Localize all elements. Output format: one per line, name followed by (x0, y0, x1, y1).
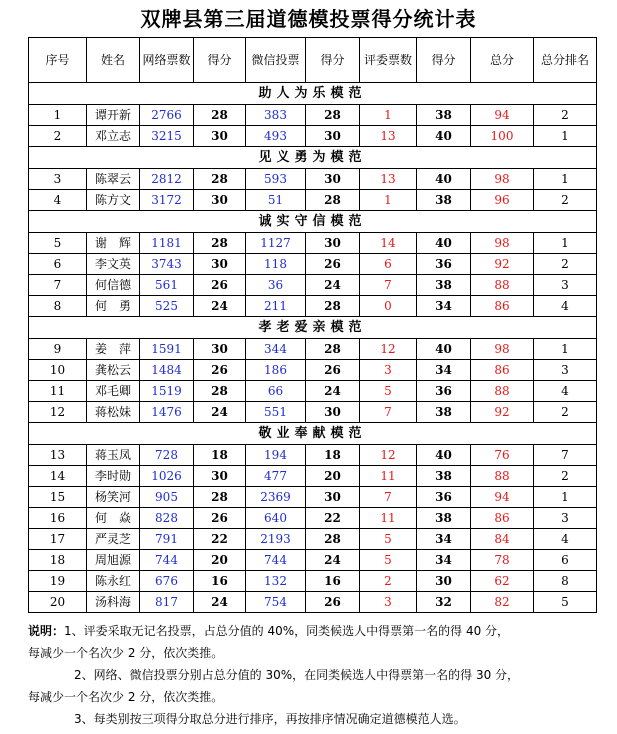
total-score: 92 (471, 254, 534, 275)
network-score: 24 (194, 296, 246, 317)
total-score: 92 (471, 402, 534, 423)
total-rank: 2 (534, 402, 597, 423)
table-row (29, 233, 597, 254)
column-header: 总分排名 (534, 38, 597, 83)
judge-votes: 3 (360, 360, 417, 381)
candidate-name: 陈翠云 (87, 169, 140, 190)
network-score: 22 (194, 529, 246, 550)
table-row (29, 529, 597, 550)
network-score: 28 (194, 169, 246, 190)
network-votes: 2812 (140, 169, 194, 190)
table-row (29, 550, 597, 571)
category-title: 见义勇为模范 (29, 147, 597, 169)
table-row (29, 339, 597, 360)
row-number: 8 (29, 296, 87, 317)
table-row (29, 169, 597, 190)
total-score: 88 (471, 275, 534, 296)
network-votes: 905 (140, 487, 194, 508)
network-votes: 1181 (140, 233, 194, 254)
total-score: 88 (471, 466, 534, 487)
column-header: 姓名 (87, 38, 140, 83)
judge-score: 34 (417, 550, 471, 571)
total-rank: 4 (534, 296, 597, 317)
column-header: 得分 (306, 38, 360, 83)
network-score: 30 (194, 126, 246, 147)
column-header: 评委票数 (360, 38, 417, 83)
candidate-name: 陈方文 (87, 190, 140, 211)
network-score: 24 (194, 592, 246, 613)
category-row (29, 211, 597, 233)
total-score: 100 (471, 126, 534, 147)
judge-votes: 1 (360, 190, 417, 211)
judge-score: 34 (417, 360, 471, 381)
wechat-votes: 36 (246, 275, 306, 296)
wechat-votes: 194 (246, 445, 306, 466)
wechat-votes: 211 (246, 296, 306, 317)
row-number: 11 (29, 381, 87, 402)
candidate-name: 何 焱 (87, 508, 140, 529)
judge-score: 34 (417, 296, 471, 317)
table-row (29, 487, 597, 508)
network-votes: 2766 (140, 105, 194, 126)
total-score: 84 (471, 529, 534, 550)
wechat-votes: 744 (246, 550, 306, 571)
total-rank: 2 (534, 466, 597, 487)
candidate-name: 杨笑河 (87, 487, 140, 508)
page-title: 双牌县第三届道德模投票得分统计表 (140, 7, 477, 31)
wechat-score: 28 (306, 339, 360, 360)
notes (28, 620, 603, 730)
table-row (29, 126, 597, 147)
total-score: 62 (471, 571, 534, 592)
column-header: 得分 (417, 38, 471, 83)
candidate-name: 何信德 (87, 275, 140, 296)
wechat-votes: 2369 (246, 487, 306, 508)
judge-votes: 1 (360, 105, 417, 126)
table-row (29, 445, 597, 466)
total-rank: 1 (534, 233, 597, 254)
network-score: 26 (194, 508, 246, 529)
notes-lead: 说明： (28, 624, 65, 638)
network-votes: 828 (140, 508, 194, 529)
wechat-votes: 132 (246, 571, 306, 592)
candidate-name: 蒋玉凤 (87, 445, 140, 466)
total-rank: 1 (534, 169, 597, 190)
wechat-score: 26 (306, 254, 360, 275)
table-row (29, 296, 597, 317)
judge-votes: 2 (360, 571, 417, 592)
wechat-score: 30 (306, 487, 360, 508)
note-2-line-1: 2、网络、微信投票分别占总分值的 30%，在同类候选人中得票第一名的得 30 分， (74, 668, 520, 682)
candidate-name: 姜 萍 (87, 339, 140, 360)
table-row (29, 592, 597, 613)
wechat-votes: 593 (246, 169, 306, 190)
judge-score: 38 (417, 105, 471, 126)
total-score: 78 (471, 550, 534, 571)
wechat-score: 28 (306, 296, 360, 317)
category-row (29, 83, 597, 105)
candidate-name: 何 勇 (87, 296, 140, 317)
wechat-votes: 1127 (246, 233, 306, 254)
total-rank: 7 (534, 445, 597, 466)
row-number: 12 (29, 402, 87, 423)
network-votes: 1476 (140, 402, 194, 423)
network-score: 30 (194, 254, 246, 275)
judge-votes: 12 (360, 339, 417, 360)
table-body (29, 83, 597, 613)
wechat-votes: 493 (246, 126, 306, 147)
wechat-score: 28 (306, 105, 360, 126)
candidate-name: 邓立志 (87, 126, 140, 147)
wechat-votes: 640 (246, 508, 306, 529)
network-score: 24 (194, 402, 246, 423)
wechat-votes: 66 (246, 381, 306, 402)
wechat-votes: 2193 (246, 529, 306, 550)
category-title: 孝老爱亲模范 (29, 317, 597, 339)
network-votes: 561 (140, 275, 194, 296)
judge-votes: 0 (360, 296, 417, 317)
judge-score: 32 (417, 592, 471, 613)
network-score: 26 (194, 360, 246, 381)
candidate-name: 周旭源 (87, 550, 140, 571)
wechat-score: 26 (306, 592, 360, 613)
table-row (29, 466, 597, 487)
judge-votes: 11 (360, 466, 417, 487)
wechat-votes: 51 (246, 190, 306, 211)
wechat-score: 18 (306, 445, 360, 466)
row-number: 9 (29, 339, 87, 360)
row-number: 5 (29, 233, 87, 254)
total-score: 86 (471, 508, 534, 529)
judge-score: 36 (417, 487, 471, 508)
row-number: 14 (29, 466, 87, 487)
wechat-votes: 383 (246, 105, 306, 126)
wechat-score: 30 (306, 169, 360, 190)
judge-score: 38 (417, 190, 471, 211)
row-number: 4 (29, 190, 87, 211)
judge-votes: 7 (360, 402, 417, 423)
row-number: 17 (29, 529, 87, 550)
judge-score: 40 (417, 445, 471, 466)
total-score: 94 (471, 105, 534, 126)
row-number: 7 (29, 275, 87, 296)
network-votes: 744 (140, 550, 194, 571)
candidate-name: 谢 辉 (87, 233, 140, 254)
table-row (29, 275, 597, 296)
network-score: 30 (194, 339, 246, 360)
row-number: 15 (29, 487, 87, 508)
judge-score: 30 (417, 571, 471, 592)
wechat-score: 24 (306, 550, 360, 571)
row-number: 19 (29, 571, 87, 592)
judge-votes: 13 (360, 169, 417, 190)
network-score: 30 (194, 466, 246, 487)
judge-score: 36 (417, 381, 471, 402)
judge-votes: 3 (360, 592, 417, 613)
total-rank: 6 (534, 550, 597, 571)
network-votes: 728 (140, 445, 194, 466)
total-rank: 1 (534, 339, 597, 360)
candidate-name: 谭开新 (87, 105, 140, 126)
total-rank: 2 (534, 190, 597, 211)
judge-score: 38 (417, 275, 471, 296)
total-score: 86 (471, 360, 534, 381)
total-rank: 8 (534, 571, 597, 592)
network-votes: 3172 (140, 190, 194, 211)
total-rank: 2 (534, 254, 597, 275)
total-rank: 3 (534, 508, 597, 529)
judge-votes: 7 (360, 275, 417, 296)
row-number: 2 (29, 126, 87, 147)
candidate-name: 邓毛卿 (87, 381, 140, 402)
total-score: 76 (471, 445, 534, 466)
note-1-text: 1、评委采取无记名投票，占总分值的 40%，同类候选人中得票第一名的得 40 分， (64, 624, 510, 638)
network-votes: 817 (140, 592, 194, 613)
judge-votes: 11 (360, 508, 417, 529)
network-votes: 1519 (140, 381, 194, 402)
category-row (29, 317, 597, 339)
row-number: 1 (29, 105, 87, 126)
row-number: 13 (29, 445, 87, 466)
table-row (29, 190, 597, 211)
judge-votes: 14 (360, 233, 417, 254)
wechat-score: 30 (306, 402, 360, 423)
column-header: 微信投票 (246, 38, 306, 83)
network-votes: 3215 (140, 126, 194, 147)
wechat-score: 24 (306, 275, 360, 296)
judge-score: 38 (417, 466, 471, 487)
wechat-score: 24 (306, 381, 360, 402)
judge-votes: 5 (360, 381, 417, 402)
total-score: 86 (471, 296, 534, 317)
note-1-line-1 (28, 620, 603, 642)
wechat-score: 28 (306, 190, 360, 211)
table-row (29, 381, 597, 402)
judge-votes: 7 (360, 487, 417, 508)
row-number: 16 (29, 508, 87, 529)
row-number: 18 (29, 550, 87, 571)
wechat-votes: 754 (246, 592, 306, 613)
candidate-name: 汤科海 (87, 592, 140, 613)
judge-votes: 13 (360, 126, 417, 147)
header-row (29, 38, 597, 83)
network-votes: 676 (140, 571, 194, 592)
judge-score: 38 (417, 508, 471, 529)
category-row (29, 147, 597, 169)
wechat-votes: 118 (246, 254, 306, 275)
note-3: 3、每类别按三项得分取总分进行排序，再按排序情况确定道德模范人选。 (74, 712, 466, 726)
note-1-line-2: 每减少一个名次少 2 分，依次类推。 (28, 646, 224, 660)
network-score: 18 (194, 445, 246, 466)
judge-score: 40 (417, 339, 471, 360)
candidate-name: 蒋松妹 (87, 402, 140, 423)
table-row (29, 360, 597, 381)
network-votes: 1591 (140, 339, 194, 360)
judge-votes: 5 (360, 529, 417, 550)
network-votes: 3743 (140, 254, 194, 275)
network-score: 28 (194, 105, 246, 126)
total-rank: 2 (534, 105, 597, 126)
judge-score: 36 (417, 254, 471, 275)
row-number: 10 (29, 360, 87, 381)
candidate-name: 龚松云 (87, 360, 140, 381)
total-rank: 4 (534, 381, 597, 402)
judge-votes: 12 (360, 445, 417, 466)
wechat-votes: 344 (246, 339, 306, 360)
candidate-name: 陈永红 (87, 571, 140, 592)
column-header: 得分 (194, 38, 246, 83)
wechat-score: 16 (306, 571, 360, 592)
network-score: 28 (194, 233, 246, 254)
judge-score: 40 (417, 233, 471, 254)
total-rank: 3 (534, 360, 597, 381)
total-score: 98 (471, 233, 534, 254)
column-header: 网络票数 (140, 38, 194, 83)
total-score: 98 (471, 339, 534, 360)
total-score: 94 (471, 487, 534, 508)
network-votes: 791 (140, 529, 194, 550)
row-number: 3 (29, 169, 87, 190)
network-votes: 1484 (140, 360, 194, 381)
category-title: 诚实守信模范 (29, 211, 597, 233)
row-number: 6 (29, 254, 87, 275)
row-number: 20 (29, 592, 87, 613)
total-score: 82 (471, 592, 534, 613)
table-row (29, 571, 597, 592)
network-score: 20 (194, 550, 246, 571)
total-score: 98 (471, 169, 534, 190)
candidate-name: 李时勋 (87, 466, 140, 487)
column-header: 总分 (471, 38, 534, 83)
judge-votes: 6 (360, 254, 417, 275)
network-votes: 525 (140, 296, 194, 317)
wechat-votes: 186 (246, 360, 306, 381)
judge-score: 34 (417, 529, 471, 550)
table-row (29, 402, 597, 423)
total-rank: 1 (534, 126, 597, 147)
network-score: 26 (194, 275, 246, 296)
judge-votes: 5 (360, 550, 417, 571)
note-2-line-2: 每减少一个名次少 2 分，依次类推。 (28, 690, 224, 704)
wechat-score: 26 (306, 360, 360, 381)
category-title: 助人为乐模范 (29, 83, 597, 105)
total-rank: 1 (534, 487, 597, 508)
network-votes: 1026 (140, 466, 194, 487)
table-row (29, 254, 597, 275)
category-title: 敬业奉献模范 (29, 423, 597, 445)
network-score: 28 (194, 381, 246, 402)
wechat-score: 28 (306, 529, 360, 550)
wechat-score: 30 (306, 233, 360, 254)
total-score: 88 (471, 381, 534, 402)
candidate-name: 严灵芝 (87, 529, 140, 550)
total-rank: 4 (534, 529, 597, 550)
category-row (29, 423, 597, 445)
candidate-name: 李文英 (87, 254, 140, 275)
wechat-votes: 551 (246, 402, 306, 423)
wechat-score: 22 (306, 508, 360, 529)
wechat-score: 30 (306, 126, 360, 147)
wechat-votes: 477 (246, 466, 306, 487)
judge-score: 40 (417, 169, 471, 190)
total-score: 96 (471, 190, 534, 211)
total-rank: 3 (534, 275, 597, 296)
column-header: 序号 (29, 38, 87, 83)
table-row (29, 508, 597, 529)
wechat-score: 20 (306, 466, 360, 487)
judge-score: 38 (417, 402, 471, 423)
network-score: 30 (194, 190, 246, 211)
table-row (29, 105, 597, 126)
network-score: 16 (194, 571, 246, 592)
total-rank: 5 (534, 592, 597, 613)
vote-score-table (28, 37, 597, 613)
network-score: 28 (194, 487, 246, 508)
judge-score: 40 (417, 126, 471, 147)
